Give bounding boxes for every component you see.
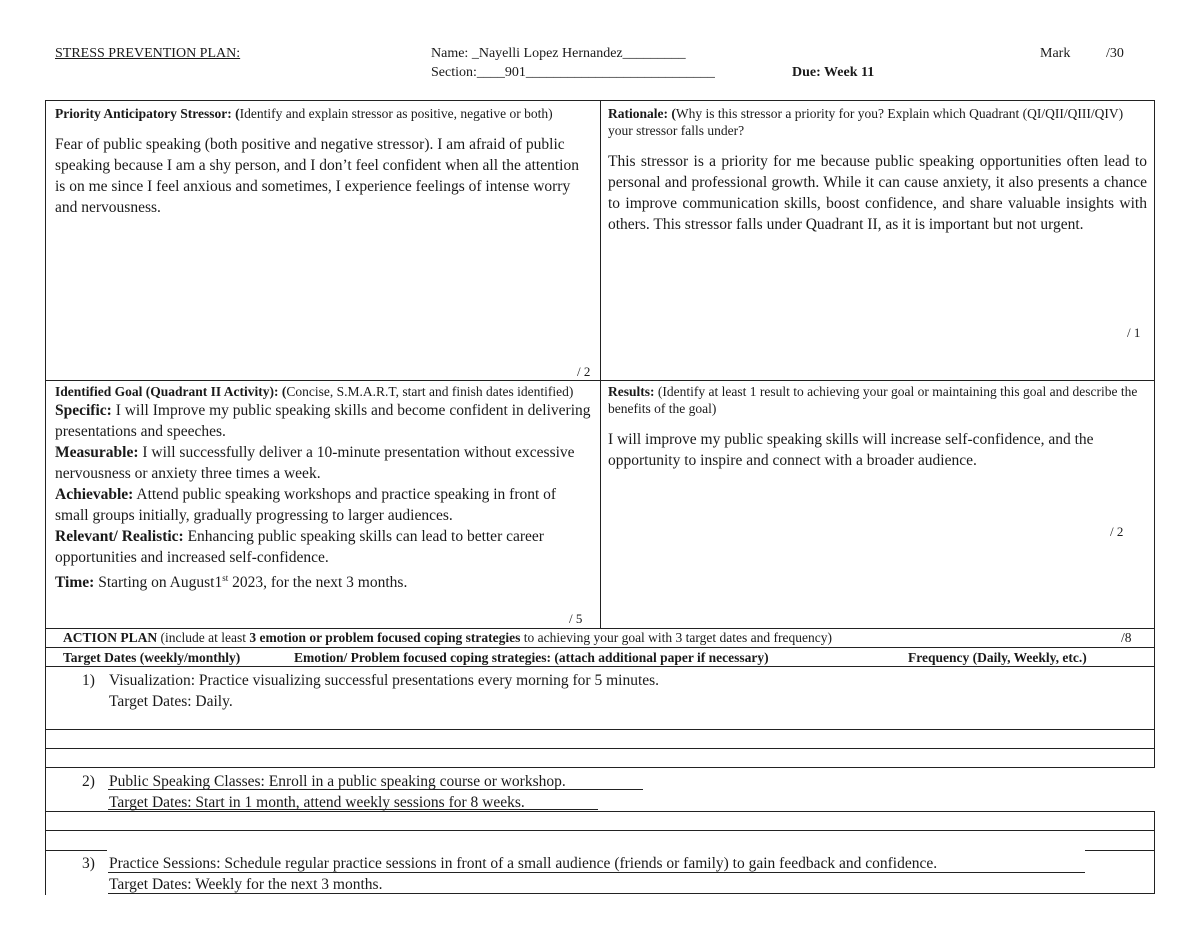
measurable-label: Measurable: [55, 444, 139, 461]
goal-score: / 5 [569, 611, 583, 626]
action-right-border [1154, 628, 1155, 768]
action-item-3-line2: Target Dates: Weekly for the next 3 months. [109, 876, 383, 893]
goal-instruction: Concise, S.M.A.R.T, start and finish dates identified) [286, 384, 574, 399]
relevant-label: Relevant/ Realistic: [55, 528, 184, 545]
name-label: Name: [431, 46, 469, 61]
action-item-1-num: 1) [82, 672, 95, 689]
results-heading: Results: [608, 384, 655, 399]
stressor-score: / 2 [577, 364, 591, 379]
row-line [45, 767, 1155, 768]
columns-border [45, 666, 1155, 667]
goal-specific [55, 400, 592, 442]
stressor-cell [47, 102, 600, 380]
action-item-1 [82, 670, 659, 712]
time-label: Time: [55, 574, 95, 592]
goal-time [55, 568, 592, 593]
goal-measurable [55, 442, 592, 484]
rationale-instruction: Why is this stressor a priority for you? Explain which Quadrant (QI/QII/QIII/QIV) your stressor falls under? [608, 106, 1124, 138]
action-item-2-line1: Public Speaking Classes: Enroll in a public speaking course or workshop. [109, 773, 566, 790]
name-row [431, 46, 686, 62]
action-plan-instr-bold: 3 emotion or problem focused coping strategies [249, 630, 521, 645]
due-label: Due [792, 65, 817, 80]
col-target-dates: Target Dates (weekly/monthly) [63, 650, 241, 665]
results-cell [600, 381, 1155, 628]
col-strategies: Emotion/ Problem focused coping strategies: (attach additional paper if necessary) [294, 650, 769, 665]
goal-relevant [55, 526, 592, 568]
results-instruction: (Identify at least 1 result to achieving your goal or maintaining this goal and describe the benefits of the goal) [608, 384, 1138, 416]
results-body: I will improve my public speaking skills will increase self-confidence, and the opportunity to inspire and connect with a broader audience. [608, 431, 1094, 469]
rationale-cell [600, 102, 1155, 380]
row-line [45, 729, 1155, 730]
row-line [45, 830, 1155, 831]
col-frequency: Frequency (Daily, Weekly, etc.) [908, 650, 1087, 665]
underline [108, 872, 1085, 873]
due-value: : Week 11 [816, 65, 875, 80]
section-label: Section: [431, 65, 477, 80]
due-row [792, 65, 874, 81]
action-plan-instr-post: to achieving your goal with 3 target dates and frequency) [520, 630, 832, 645]
measurable-text: I will successfully deliver a 10-minute presentation without excessive nervousness or anxiety three times a week. [55, 444, 575, 482]
rationale-body: This stressor is a priority for me because public speaking opportunities often lead to personal and professional growth. While it can cause anxiety, it also presents a chance to improve communication skills, boost confidence, and share valuable insights with others. This stressor falls under Quadrant II, as it is important but not urgent. [608, 153, 1147, 233]
action-right-border-3 [1154, 850, 1155, 894]
specific-text: I will Improve my public speaking skills and become confident in delivering presentations and speeches. [55, 402, 591, 440]
action-plan-instr-pre: (include at least [157, 630, 250, 645]
action-plan-score: /8 [1121, 630, 1132, 645]
results-score: / 2 [1110, 524, 1124, 539]
action-plan-heading-row [63, 630, 832, 646]
action-item-2-num: 2) [82, 773, 95, 790]
action-item-3 [82, 853, 937, 895]
achievable-label: Achievable: [55, 486, 134, 503]
mark-total: /30 [1106, 46, 1124, 61]
goal-achievable [55, 484, 592, 526]
action-item-2-line2: Target Dates: Start in 1 month, attend weekly sessions for 8 weeks. [109, 794, 525, 811]
row-line [45, 850, 107, 851]
relevant-text: Enhancing public speaking skills can lead to better career opportunities and increased self-confidence. [55, 528, 544, 566]
document-title: STRESS PREVENTION PLAN: [55, 46, 241, 61]
goal-cell [47, 381, 600, 628]
row-line [45, 748, 1155, 749]
action-left-border [45, 628, 46, 895]
rationale-score: / 1 [1127, 325, 1141, 340]
action-item-1-line1: Visualization: Practice visualizing successful presentations every morning for 5 minutes. [109, 672, 660, 689]
action-item-3-line1: Practice Sessions: Schedule regular practice sessions in front of a small audience (friends or family) to gain feedback and confidence. [109, 855, 938, 872]
underline [108, 893, 1155, 894]
underline [108, 809, 598, 810]
row-line [45, 811, 1155, 812]
mark-label: Mark [1040, 46, 1071, 61]
stressor-body: Fear of public speaking (both positive and negative stressor). I am afraid of public speaking because I am a shy person, and I don’t feel confident when all the attention is on me since I feel anxious and sometimes, I experience feelings of intense worry and nervousness. [55, 136, 579, 216]
action-right-border-2 [1154, 811, 1155, 851]
row-line [1085, 850, 1155, 851]
time-text-sup: st [222, 573, 229, 583]
action-plan-top-border [45, 628, 1155, 629]
time-text-post: 2023, for the next 3 months. [228, 574, 408, 592]
action-item-3-num: 3) [82, 855, 95, 872]
time-text-pre: Starting on August1 [94, 574, 223, 592]
action-item-1-line2: Target Dates: Daily. [109, 693, 233, 710]
underline [108, 789, 643, 790]
name-value: _Nayelli Lopez Hernandez_________ [471, 46, 686, 61]
stressor-heading: Priority Anticipatory Stressor: ( [55, 106, 240, 121]
goal-heading: Identified Goal (Quadrant II Activity): ( [55, 384, 287, 399]
section-value: ____901___________________________ [476, 65, 715, 80]
specific-label: Specific: [55, 402, 112, 419]
stressor-instruction: Identify and explain stressor as positive, negative or both) [239, 106, 553, 121]
action-plan-header-border [45, 647, 1155, 648]
action-plan-heading: ACTION PLAN [63, 630, 158, 645]
section-row [431, 65, 715, 81]
achievable-text: Attend public speaking workshops and practice speaking in front of small groups initially, gradually progressing to larger audiences. [55, 486, 557, 524]
rationale-heading: Rationale: ( [608, 106, 676, 121]
action-item-2 [82, 771, 566, 813]
